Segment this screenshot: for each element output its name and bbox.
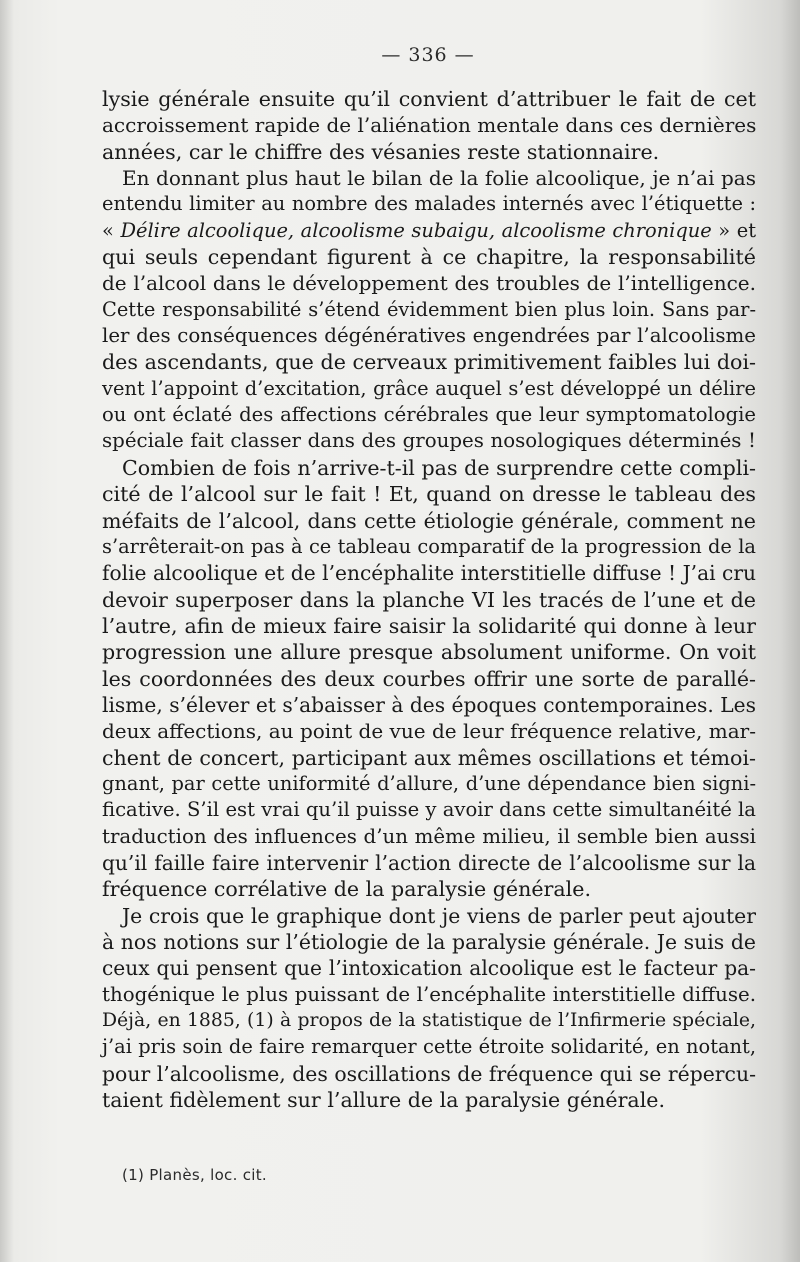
text-line: les coordonnées des deux courbes offrir une sorte de parallé- [102, 666, 756, 691]
text-line: lysie générale ensuite qu’il convient d’attribuer le fait de cet [102, 87, 756, 111]
text-line: folie alcoolique et de l’encéphalite interstitielle diffuse ! J’ai cru [102, 561, 756, 586]
text-line: pour l’alcoolisme, des oscillations de fréquence qui se répercu- [102, 1061, 756, 1086]
text-line: années, car le chiffre des vésanies reste stationnaire. [102, 139, 660, 164]
text-line: ceux qui pensent que l’intoxication alcoolique est le facteur pa- [102, 956, 756, 981]
text-line: Cette responsabilité s’étend évidemment bien plus loin. Sans par- [102, 297, 756, 321]
text-line: ou ont éclaté des affections cérébrales que leur symptomatologie [102, 403, 756, 427]
text-line: accroissement rapide de l’aliénation mentale dans ces dernières [102, 113, 757, 138]
text-line: s’arrêterait-on pas à ce tableau comparatif de la progression de la [102, 534, 756, 558]
text-line: lisme, s’élever et s’abaisser à des époques contemporaines. Les [102, 692, 756, 717]
text-line: progression une allure presque absolument uniforme. On voit [102, 640, 756, 665]
text-line: traduction des influences d’un même milieu, il semble bien aussi [102, 824, 756, 848]
text-line: de l’alcool dans le développement des troubles de l’intelligence. [102, 271, 756, 296]
italic-phrase: Délire alcoolique, alcoolisme subaigu, alcoolisme chronique [120, 218, 712, 242]
text-line: ler des conséquences dégénératives engendrées par l’alcoolisme [102, 324, 756, 348]
text-line: gnant, par cette uniformité d’allure, d’une dépendance bien signi- [102, 771, 756, 795]
text-line: Je crois que le graphique dont je viens de parler peut ajouter [122, 903, 756, 928]
body-text [102, 86, 756, 1113]
text-line: des ascendants, que de cerveaux primitivement faibles lui doi- [102, 350, 756, 375]
text-line: ficative. S’il est vrai qu’il puisse y avoir dans cette simultanéité la [102, 798, 756, 822]
text-line: qu’il faille faire intervenir l’action directe de l’alcoolisme sur la [102, 850, 756, 875]
page-edge-shadow [0, 0, 14, 1262]
text-line: devoir superposer dans la planche VI les tracés de l’une et de [102, 587, 756, 612]
text-line: l’autre, afin de mieux faire saisir la solidarité qui donne à leur [102, 613, 756, 638]
text-line: entendu limiter au nombre des malades internés avec l’étiquette : [102, 192, 756, 216]
text-line: taient fidèlement sur l’allure de la paralysie générale. [102, 1088, 666, 1113]
text-line: méfaits de l’alcool, dans cette étiologie générale, comment ne [102, 508, 756, 533]
text-line: deux affections, au point de vue de leur fréquence relative, mar- [102, 719, 756, 744]
text-line: « Délire alcoolique, alcoolisme subaigu, alcoolisme chronique » et [102, 218, 757, 242]
text-line: En donnant plus haut le bilan de la folie alcoolique, je n’ai pas [122, 166, 756, 191]
text-line: qui seuls cependant figurent à ce chapitre, la responsabilité [102, 245, 756, 270]
text-line: thogénique le plus puissant de l’encéphalite interstitielle diffuse. [102, 982, 756, 1006]
text-line: chent de concert, participant aux mêmes oscillations et témoi- [102, 745, 756, 770]
text-line: spéciale fait classer dans des groupes nosologiques déterminés ! [102, 429, 756, 453]
text-line: Déjà, en 1885, (1) à propos de la statistique de l’Infirmerie spéciale, [102, 1010, 756, 1032]
page-number: — 336 — [381, 44, 475, 66]
text-line: j’ai pris soin de faire remarquer cette étroite solidarité, en notant, [102, 1035, 756, 1059]
text-line: cité de l’alcool sur le fait ! Et, quand on dresse le tableau des [102, 482, 756, 507]
footnote: (1) Planès, loc. cit. [122, 1166, 267, 1184]
text-line: fréquence corrélative de la paralysie générale. [102, 877, 592, 902]
text-line: Combien de fois n’arrive-t-il pas de surprendre cette compli- [122, 455, 756, 480]
text-line: à nos notions sur l’étiologie de la paralysie générale. Je suis de [102, 930, 756, 954]
text-line: vent l’appoint d’excitation, grâce auquel s’est développé un délire [102, 376, 756, 400]
